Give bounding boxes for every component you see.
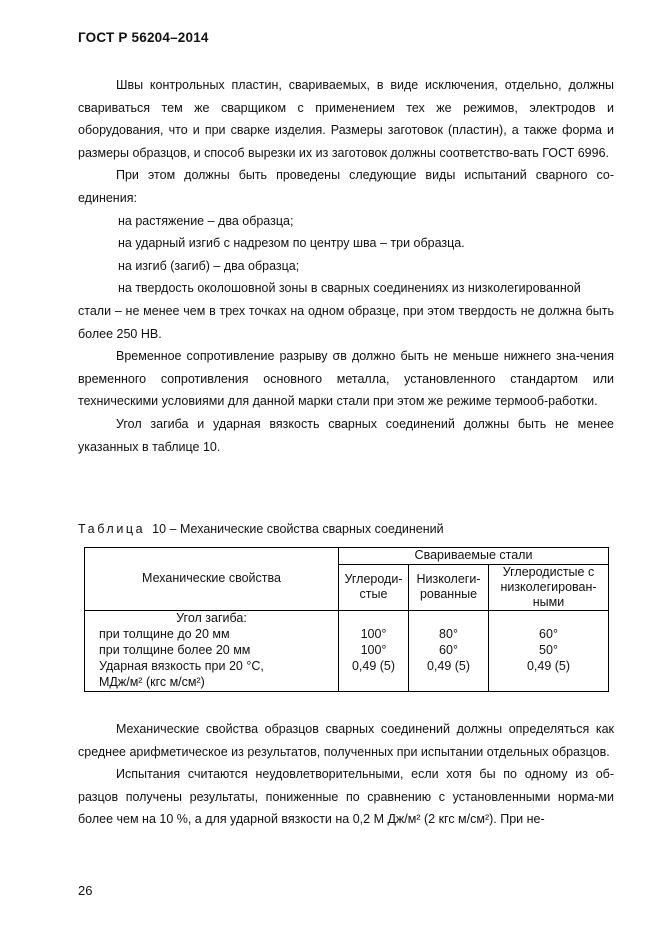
table-row-label: Ударная вязкость при 20 °С,: [85, 658, 339, 674]
table-cell: 60°: [409, 642, 489, 658]
list-item-impact: на ударный изгиб с надрезом по центру шва – три образца.: [118, 236, 465, 251]
table-caption: [78, 522, 444, 536]
paragraph-control-plates: Швы контрольных пластин, свариваемых, в виде исключения, отдельно, должны свариваться тем же сварщиком с применением тех же режимов, электродов и оборудования, что и при сварке изделия. Размеры заготовок (пластин), а также форма и размеры образцов, и способ вырезки их из заготовок должны соответство-вать ГОСТ 6996.: [78, 78, 614, 160]
column-header-properties: Механические свойства: [85, 548, 339, 611]
table-row-label: при толщине до 20 мм: [85, 626, 339, 642]
column-header-low-alloy: Низколеги-рованные: [409, 564, 489, 610]
column-group-header: Свариваемые стали: [339, 548, 609, 565]
table-cell: 60°: [489, 626, 609, 642]
paragraph-average: Механические свойства образцов сварных соединений должны определяться как среднее арифметическое из результатов, полученных при испытании отдельных образцов.: [78, 722, 614, 759]
table-cell: 80°: [409, 626, 489, 642]
body-text-upper: [78, 74, 614, 458]
column-header-carbon: Углероди-стые: [339, 564, 409, 610]
table-caption-text: 10 – Механические свойства сварных соединений: [152, 522, 444, 536]
table-row-label: МДж/м² (кгс м/см²): [85, 674, 339, 691]
page-number: 26: [78, 883, 93, 898]
paragraph-unsatisfactory: Испытания считаются неудовлетворительными, если хотя бы по одному из об-разцов получены результаты, пониженные по сравнению с установленными норма-ми более чем на 10 %, а для ударной вязкости на 0,2 М Дж/м² (2 кгс м/см²). При не-: [78, 767, 614, 827]
table-row-label: Угол загиба:: [85, 610, 339, 626]
table-cell: [409, 674, 489, 691]
table-cell: [339, 674, 409, 691]
list-item-tension: на растяжение – два образца;: [118, 213, 294, 228]
paragraph-hardness-cont: стали – не менее чем в трех точках на одном образце, при этом твердость не должна быть более 250 НВ.: [78, 303, 614, 341]
document-header: ГОСТ Р 56204–2014: [78, 30, 209, 45]
table-cell: 0,49 (5): [339, 658, 409, 674]
list-item-bend: на изгиб (загиб) – два образца;: [118, 258, 300, 273]
mechanical-properties-table: [84, 547, 609, 692]
table-cell: 0,49 (5): [489, 658, 609, 674]
paragraph-tensile-strength: Временное сопротивление разрыву σв должно быть не меньше нижнего зна-чения временного сопротивления основного металла, установленного стандартом или техническими условиями для данной марки стали при этом же режиме термооб-работки.: [78, 349, 614, 409]
table-cell: 100°: [339, 642, 409, 658]
table-cell: [339, 610, 409, 626]
body-text-lower: [78, 718, 614, 831]
table-cell: [409, 610, 489, 626]
table-cell: [489, 610, 609, 626]
list-item-hardness: на твердость околошовной зоны в сварных соединениях из низколегированной: [118, 281, 581, 296]
paragraph-bend-angle: Угол загиба и ударная вязкость сварных соединений должны быть не менее указанных в таблице 10.: [78, 416, 614, 454]
table-cell: 0,49 (5): [409, 658, 489, 674]
table-caption-word: Таблица: [78, 522, 146, 536]
table-cell: 100°: [339, 626, 409, 642]
paragraph-tests-intro: При этом должны быть проведены следующие виды испытаний сварного со-единения:: [78, 168, 614, 205]
table-cell: 50°: [489, 642, 609, 658]
table-cell: [489, 674, 609, 691]
table-row-label: при толщине более 20 мм: [85, 642, 339, 658]
column-header-mixed: Углеродистые с низколегирован-ными: [489, 564, 609, 610]
